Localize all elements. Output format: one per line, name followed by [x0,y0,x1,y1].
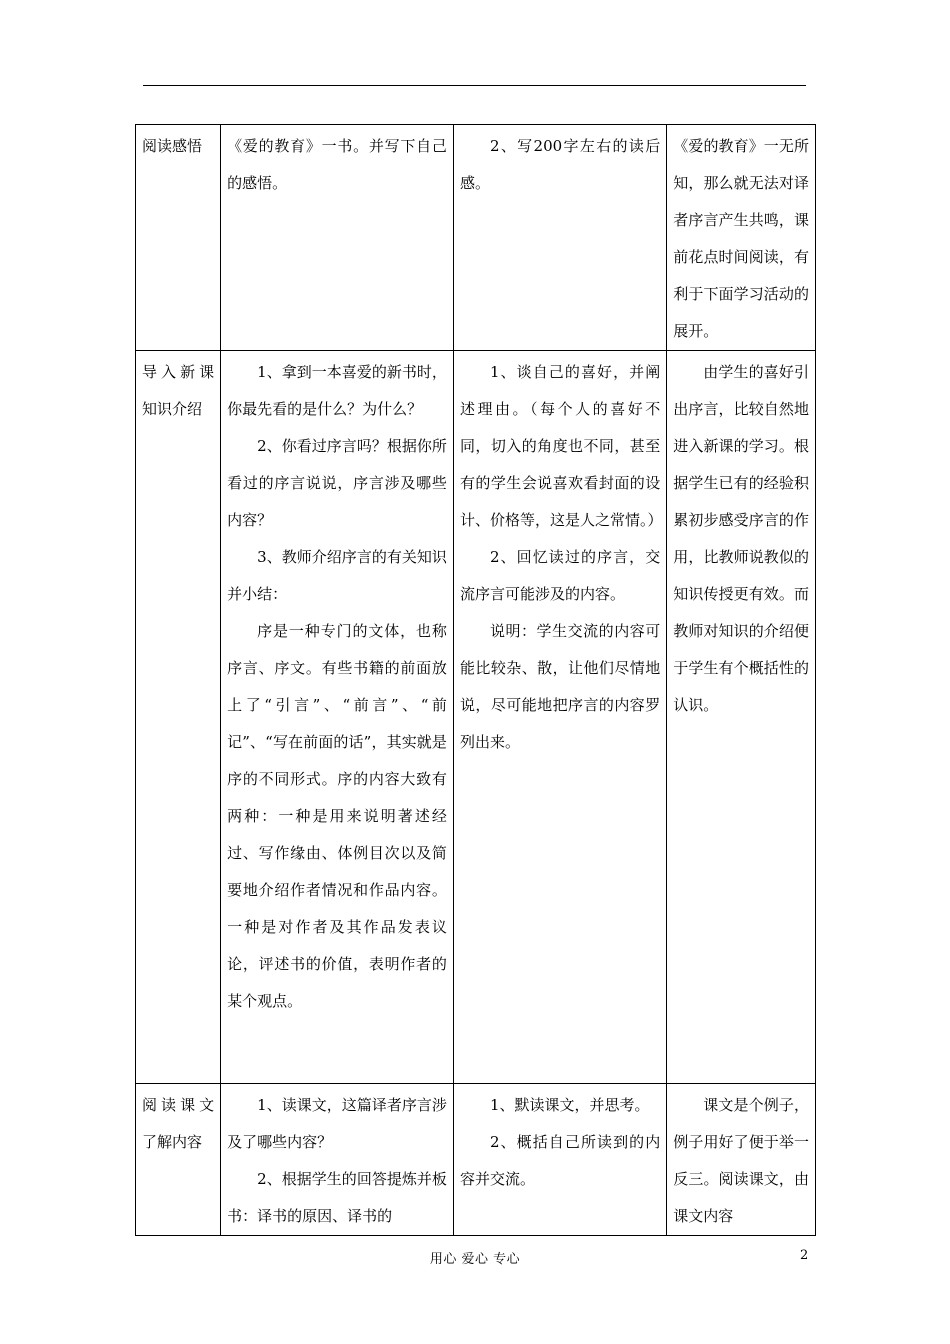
paragraph: 《爱的教育》一书。并写下自己的感悟。 [227,137,447,192]
design-intent-cell [667,125,816,351]
stage-cell [136,125,221,351]
footer-slogan: 用心 爱心 专心 [429,1252,521,1267]
stage-label: 阅读感悟 [142,137,203,155]
teacher-activity-cell [221,125,454,351]
header-rule [143,85,806,86]
paragraph: 2、根据学生的回答提炼并板书：译书的原因、译书的 [227,1170,447,1225]
paragraph: 2、回忆读过的序言，交流序言可能涉及的内容。 [459,548,661,603]
table-row [136,1084,816,1236]
design-intent-cell [667,1084,816,1236]
paragraph: 1、默读课文，并思考。 [489,1096,650,1114]
paragraph: 1、拿到一本喜爱的新书时，你最先看的是什么？为什么？ [227,363,447,418]
paragraph: 序是一种专门的文体，也称序言、序文。有些书籍的前面放上了“引言”、“前言”、“前记”、“写在前面的话”，其实就是序的不同形式。序的内容大致有两种：一种是用来说明著述经过、写作缘由、体例目次以及简要地介绍作者情况和作品内容。一种是对作者及其作品发表议论，评述书的价值，表明作者的某个观点。 [227,622,447,1010]
design-intent-cell [667,351,816,1084]
table-row [136,351,816,1084]
paragraph: 3、教师介绍序言的有关知识并小结： [227,548,447,603]
paragraph: 2、你看过序言吗？根据你所看过的序言说说，序言涉及哪些内容？ [227,437,447,529]
stage-cell [136,351,221,1084]
paragraph: 2、写200字左右的读后感。 [459,137,661,192]
lesson-plan-table [135,124,816,1236]
paragraph: 《爱的教育》一无所知，那么就无法对译者序言产生共鸣，课前花点时间阅读，有利于下面学习活动的展开。 [673,137,809,340]
paragraph: 由学生的喜好引出序言，比较自然地进入新课的学习。根据学生已有的经验积累初步感受序言的作用，比教师说教似的知识传授更有效。而教师对知识的介绍便于学生有个概括性的认识。 [673,363,809,714]
paragraph: 说明：学生交流的内容可能比较杂、散，让他们尽情地说，尽可能地把序言的内容罗列出来。 [459,622,661,751]
page-number: 2 [800,1248,809,1263]
paragraph: 1、谈自己的喜好，并阐述理由。（每个人的喜好不同，切入的角度也不同，甚至有的学生会说喜欢看封面的设计、价格等，这是人之常情。） [459,363,663,529]
stage-label: 导入新课知识介绍 [142,363,215,418]
table-row [136,125,816,351]
student-activity-cell [453,125,666,351]
student-activity-cell [453,1084,666,1236]
paragraph: 课文是个例子，例子用好了便于举一反三。阅读课文，由课文内容 [673,1096,809,1225]
stage-label: 阅读课文了解内容 [142,1096,215,1151]
paragraph: 1、读课文，这篇译者序言涉及了哪些内容？ [227,1096,447,1151]
teacher-activity-cell [221,1084,454,1236]
paragraph: 2、概括自己所读到的内容并交流。 [459,1133,661,1188]
teacher-activity-cell [221,351,454,1084]
stage-cell [136,1084,221,1236]
student-activity-cell [453,351,666,1084]
